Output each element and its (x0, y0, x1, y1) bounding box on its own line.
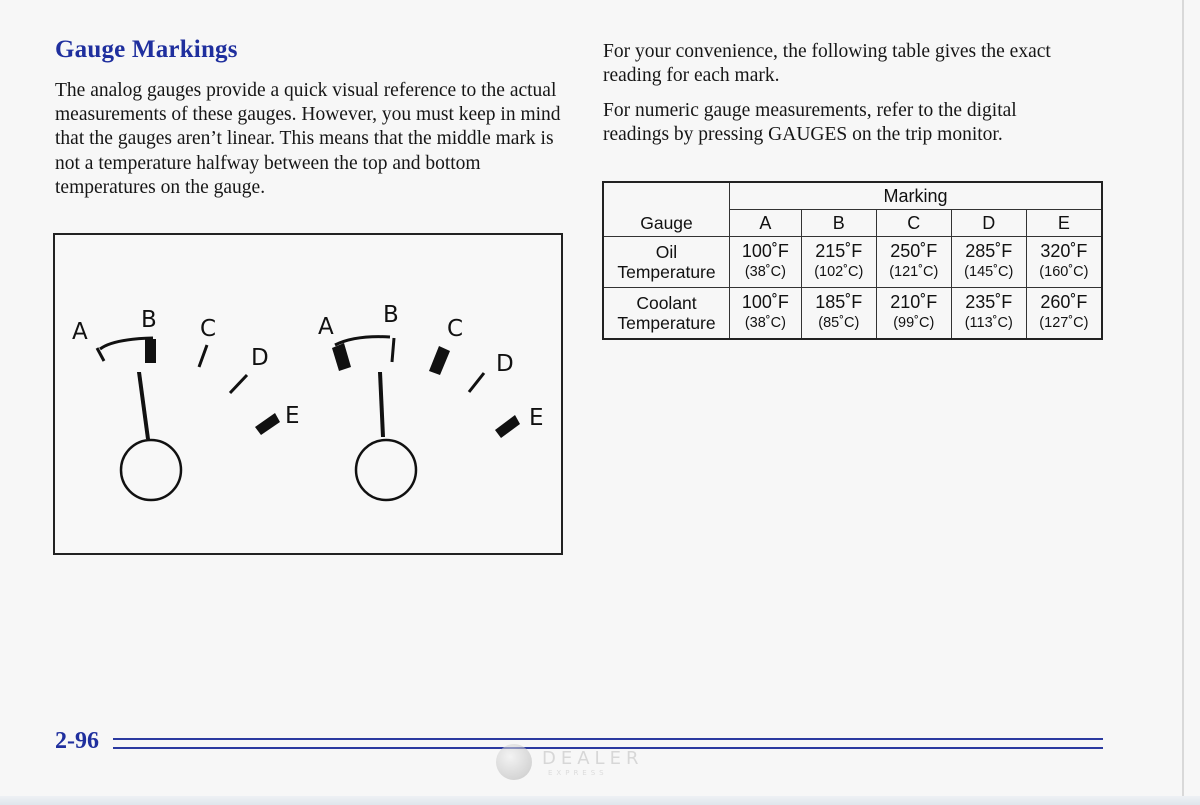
mark-d-tick (469, 373, 484, 392)
row-label (603, 237, 730, 288)
column-b: B (801, 210, 876, 237)
table-intro-paragraph: For your convenience, the following table gives the exact reading for each mark. (603, 41, 1051, 87)
table-header-row (603, 182, 1102, 210)
gauge-needle (378, 372, 385, 437)
gauge-hub (121, 440, 181, 500)
oil-gauge-drawing (72, 307, 300, 500)
fahrenheit-value: 285˚F (965, 241, 1013, 261)
column-c: C (876, 210, 951, 237)
right-letter-d: D (496, 351, 514, 377)
row-label-line1: Oil (655, 242, 678, 262)
cell-oil-b (801, 237, 876, 288)
watermark-badge-icon (496, 744, 532, 780)
mark-a-tick (97, 348, 104, 361)
mark-e-tick (495, 415, 520, 438)
celsius-value: (113˚C) (964, 315, 1013, 331)
digital-readings-paragraph: For numeric gauge measurements, refer to the digital readings by pressing GAUGES on the trip monitor. (603, 100, 1017, 146)
celsius-value: (145˚C) (964, 264, 1014, 280)
cell-oil-d (951, 237, 1026, 288)
gauge-marking-table (602, 181, 1103, 340)
gauge-illustration (53, 233, 563, 555)
column-a: A (730, 210, 802, 237)
fahrenheit-value: 185˚F (815, 292, 863, 312)
right-letter-a: A (318, 314, 334, 340)
gauge-needle (137, 372, 150, 439)
fahrenheit-value: 235˚F (965, 292, 1013, 312)
fahrenheit-value: 210˚F (890, 292, 938, 312)
right-letter-b: B (383, 302, 399, 328)
gauge-drawing (55, 235, 561, 553)
table-row-oil (603, 237, 1102, 288)
cell-oil-c (876, 237, 951, 288)
mark-b-tick (145, 339, 156, 363)
left-letter-c: C (200, 316, 217, 342)
page-edge (1182, 0, 1184, 805)
fahrenheit-value: 320˚F (1040, 241, 1088, 261)
watermark-sub-text: EXPRESS (548, 769, 608, 777)
mark-c-tick (429, 346, 450, 375)
row-label-line2: Temperature (617, 262, 716, 282)
right-letter-c: C (447, 316, 464, 342)
fahrenheit-value: 100˚F (741, 241, 789, 261)
gauge-hub (356, 440, 416, 500)
mark-c-tick (199, 345, 207, 367)
celsius-value: (127˚C) (1039, 315, 1089, 331)
row-label-line2: Temperature (617, 313, 716, 333)
gauge-header-spacer (603, 182, 730, 210)
cell-oil-a (730, 237, 802, 288)
mark-d-tick (230, 375, 247, 393)
celsius-value: (160˚C) (1039, 264, 1089, 280)
fahrenheit-value: 260˚F (1040, 292, 1088, 312)
marking-header: Marking (730, 182, 1103, 210)
cell-oil-e (1026, 237, 1102, 288)
cell-coolant-e (1026, 288, 1102, 340)
row-label (603, 288, 730, 340)
mark-b-tick (392, 338, 394, 362)
page-number: 2-96 (55, 728, 99, 754)
celsius-value: (102˚C) (814, 264, 864, 280)
fahrenheit-value: 215˚F (815, 241, 863, 261)
gauge-explanation-paragraph: The analog gauges provide a quick visual reference to the actual measurements of these gauges. However, you must keep in mind that the gauges aren’t linear. This means that the middle mark is not a temperature halfway between the top and bottom temperatures on the gauge. (55, 80, 561, 198)
cell-coolant-d (951, 288, 1026, 340)
coolant-gauge-drawing (318, 302, 544, 500)
column-e: E (1026, 210, 1102, 237)
left-letter-d: D (251, 345, 269, 371)
row-label-line1: Coolant (636, 293, 697, 313)
table-column-row (603, 210, 1102, 237)
celsius-value: (85˚C) (818, 315, 860, 331)
celsius-value: (99˚C) (893, 315, 935, 331)
cell-coolant-a (730, 288, 802, 340)
cell-coolant-c (876, 288, 951, 340)
mark-a-tick (332, 343, 351, 371)
section-heading: Gauge Markings (55, 36, 238, 63)
gauge-header: Gauge (603, 210, 730, 237)
table-row-coolant (603, 288, 1102, 340)
celsius-value: (38˚C) (744, 264, 786, 280)
celsius-value: (121˚C) (889, 264, 939, 280)
column-d: D (951, 210, 1026, 237)
dealer-express-watermark (496, 738, 696, 784)
right-letter-e: E (529, 405, 544, 431)
left-letter-b: B (141, 307, 157, 333)
left-letter-e: E (285, 403, 300, 429)
left-letter-a: A (72, 319, 88, 345)
mark-e-tick (255, 413, 280, 435)
fahrenheit-value: 100˚F (741, 292, 789, 312)
fahrenheit-value: 250˚F (890, 241, 938, 261)
scan-bottom-edge (0, 796, 1200, 805)
cell-coolant-b (801, 288, 876, 340)
watermark-main-text: DEALER (542, 748, 644, 769)
celsius-value: (38˚C) (744, 315, 786, 331)
